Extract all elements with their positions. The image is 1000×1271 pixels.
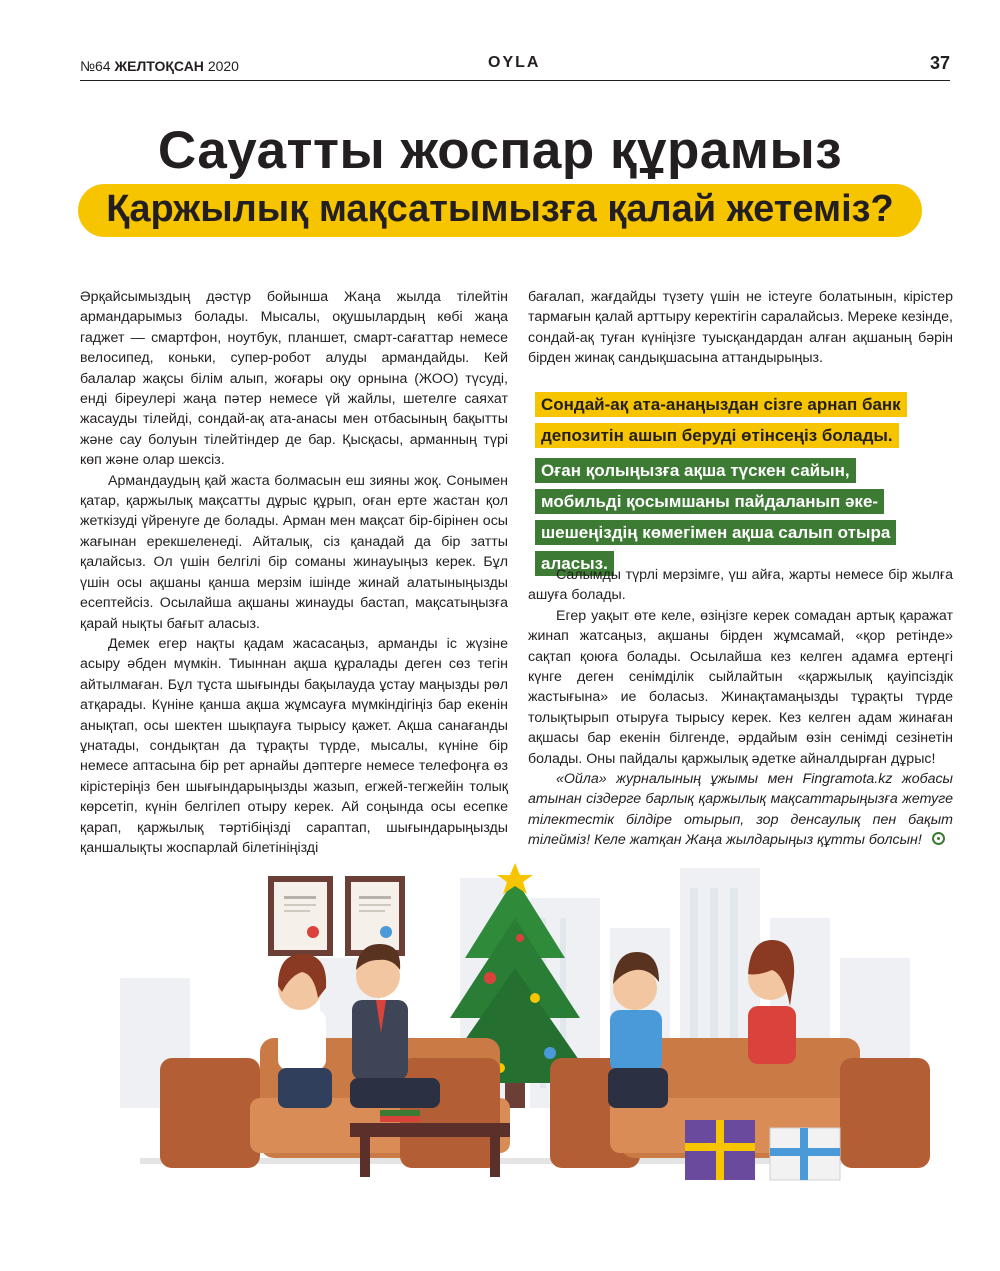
new-year-office-party-illustration [80,858,950,1208]
subtitle-wrapper [0,184,1000,237]
column-right-bottom [528,565,953,851]
issue-year: 2020 [207,58,239,74]
page-number: 37 [929,53,950,73]
magazine-logo: OYLA [488,54,541,71]
highlight-green: Оған қолыңызға ақша түскен сайын, мобильді қосымшаны пайдаланып әке-шешеңіздің көмегімен ақша салып отыра аласыз. [535,458,896,576]
paragraph: Армандаудың қай жаста болмасын еш зияны жоқ. Сонымен қатар, қаржылық мақсатты дұрыс құрып, оған ерте жастан қол жеткізуді үйренуге де болады. Арман мен мақсат бір-бірінен осы жағынан ерекшеленеді. Айталық, сіз қанадай да бір затты қалайсыз. Ол үшін белгілі бір соманы жинауыңыз керек. Бұл үшін осы ақшаны қанша мерзім ішінде жинай алатыныңызды есептейсіз. Осылайша ақшаны жинауды бастап, мақсатыңызға қарай нықты бағыт аласыз. [80,472,508,632]
end-mark-icon [932,832,945,845]
certificate-frame-right [345,876,405,956]
person-woman-left [278,954,332,1108]
sofa-left [160,1038,510,1168]
column-left [80,287,508,858]
certificate-frame-left [268,876,333,956]
issue-info [80,58,239,74]
column-right-top [528,287,953,369]
highlight-yellow: Сондай-ақ ата-анаңыздан сізге арнап банк депозитін ашып беруді өтінсеңіз болады. [535,392,907,448]
paragraph: Салымды түрлі мерзімге, үш айға, жарты немесе бір жылға ашуға болады. [528,567,953,604]
closing-paragraph [528,769,953,851]
paragraph: Егер уақыт өте келе, өзіңізге керек сомадан артық қаражат жинап жатсаңыз, ақшаны бірден жұмсамай, «қор ретінде» сақтап қоюға болады. Осылайша кез келген адамға ертеңгі күнге деген сенімділік сыйлайтын «қаржылық қауіпсіздік жастығына» ие боласыз. Жинақтамаңызды тұрақты түрде толықтырып отыруға тырысу керек. Кез келген адам жинаған ақшасы бар екенін білгенде, әрдайым өзін сенімді сезінетін болады. Оны пайдалы қаржылық әдетке айналдырған дұрыс! [528,607,953,767]
highlight-callout [535,389,930,579]
person-man-left [350,944,440,1108]
paragraph: Демек егер нақты қадам жасасаңыз, арманды іс жүзіне асыру әбден мүмкін. Тиыннан ақша құралады деген сөз тегін айтылмаған. Бұл тұста шығынды бақылауда ұстау маңызды рөл атқарады. Күніне қанша ақша жұмсауға мүмкіндігіңіз бар екенін анықтап, осы шектен шықпауға тырысу қажет. Ақша санағанды ұнатады, сондықтан да тұрақты түрде, мысалы, күніне бір немесе аптасына бір рет арнайы дәптерге немесе телефоңға өз кірістеріңіз бен шығындарыңызды жазып, егжей-тегжейін толық көрсетіп, күнін белгілеп отыру керек. Ай соңында осы есепке қарап, қаржылық тәртібіңізді сараптап, шығындарыңызды қаншалықты жоспарлай білетініңізді [80,635,508,856]
paragraph: бағалап, жағдайды түзету үшін не істеуге болатынын, кірістер тармағын қалай арттыру керектігін саралайсыз. Мереке кезінде, сондай-ақ туған күніңізге туысқандардан алған ақшаның бәрін бірден жинақ сандықшасына аттандырыңыз. [528,289,953,367]
paragraph: Әрқайсымыздың дәстүр бойынша Жаңа жылда тілейтін армандарымыз болады. Мысалы, оқушылардың көбі жаңа гаджет — смартфон, ноутбук, планшет, смарт-сағаттар немесе велосипед, коньки, супер-робот алуды армандайды. Кей балалар жақсы білім алып, жоғары оқу орнына (ЖОО) түсуді, енді біреулері жаңа пәтер немесе үй жайлы, шетелге саяхат жасауды тілейді, сондай-ақ ата-анасы мен отбасының бақытты және сау болуын тілейтіндер де бар. Қысқасы, арманның түрі көп және олар шексіз. [80,289,508,469]
issue-number: №64 [80,58,111,74]
article-subtitle: Қаржылық мақсатымызға қалай жетеміз? [78,184,922,237]
page-header [80,53,950,81]
closing-text: «Ойла» журналының ұжымы мен Fingramota.kz жобасы атынан сіздерге барлық қаржылық мақсаттарыңызға жетуге тілектестік білдіре отырып, зор денсаулық пен бақыт тілейміз! Келе жатқан Жаңа жылдарыңыз құтты болсын! [528,771,953,849]
issue-month: ЖЕЛТОҚСАН [114,58,204,74]
gift-box-purple [685,1120,755,1180]
gift-box-white [770,1128,840,1180]
article-title: Сауатты жоспар құрамыз [157,121,843,180]
